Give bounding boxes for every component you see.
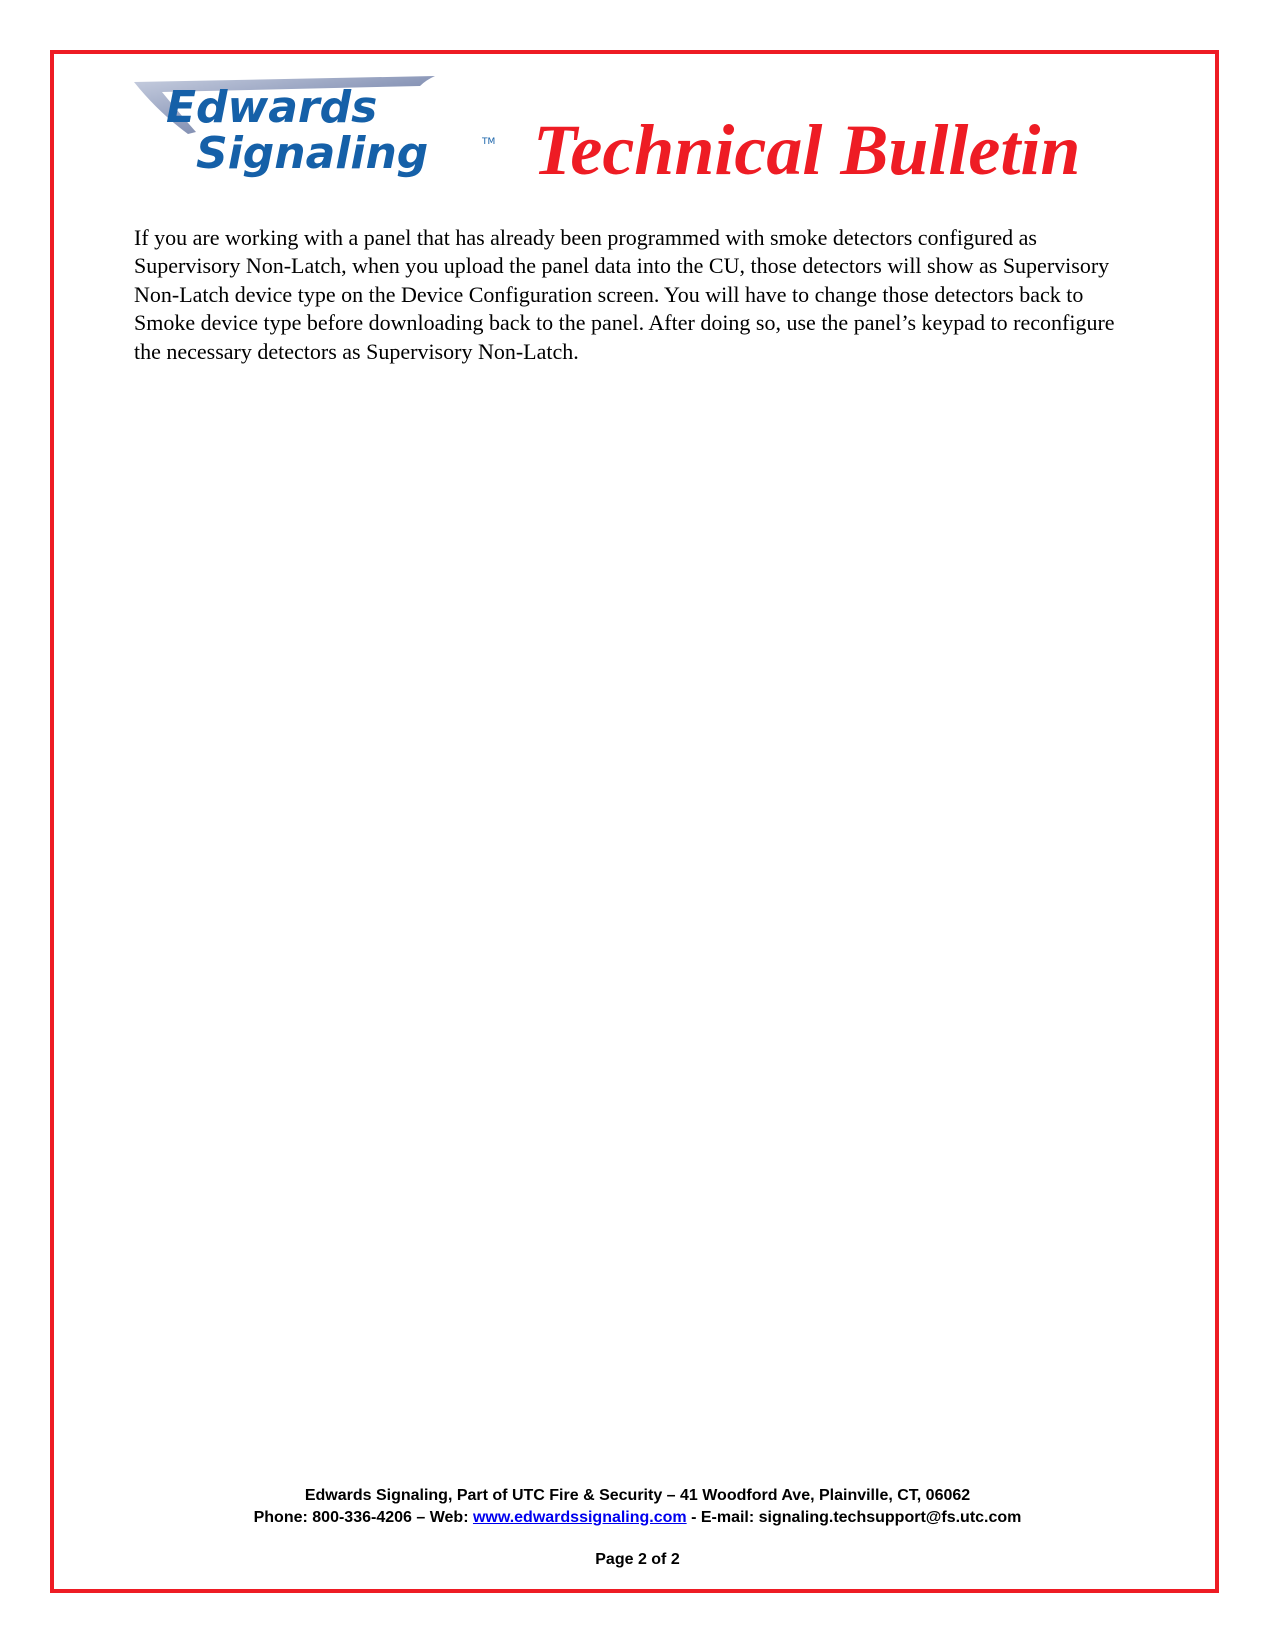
logo-line2: Signaling bbox=[196, 128, 429, 179]
logo-trademark: TM bbox=[482, 137, 496, 147]
page-number: Page 2 of 2 bbox=[595, 1551, 680, 1568]
edwards-signaling-logo bbox=[130, 74, 510, 189]
bulletin-body-paragraph: If you are working with a panel that has already been programmed with smoke detectors configured as Supervisory Non-Latch, when you upload the panel data into the CU, those detectors will show as Supervisory Non-Latch device type on the Device Configuration screen. You will have to change those detectors back to Smoke device type before downloading back to the panel. After doing so, use the panel’s keypad to reconfigure the necessary detectors as Supervisory Non-Latch. bbox=[134, 225, 1115, 364]
website-link[interactable]: www.edwardssignaling.com bbox=[472, 1509, 687, 1526]
bulletin-title: Technical Bulletin bbox=[533, 110, 1081, 190]
footer-address: Edwards Signaling, Part of UTC Fire & Security – 41 Woodford Ave, Plainville, CT, 06062 bbox=[304, 1487, 971, 1504]
footer-contact-line bbox=[50, 1507, 1225, 1529]
footer-email: - E-mail: signaling.techsupport@fs.utc.com bbox=[686, 1509, 1022, 1526]
logo-line1: Edwards bbox=[166, 82, 378, 133]
footer-phone: Phone: 800-336-4206 – Web: bbox=[253, 1509, 473, 1526]
